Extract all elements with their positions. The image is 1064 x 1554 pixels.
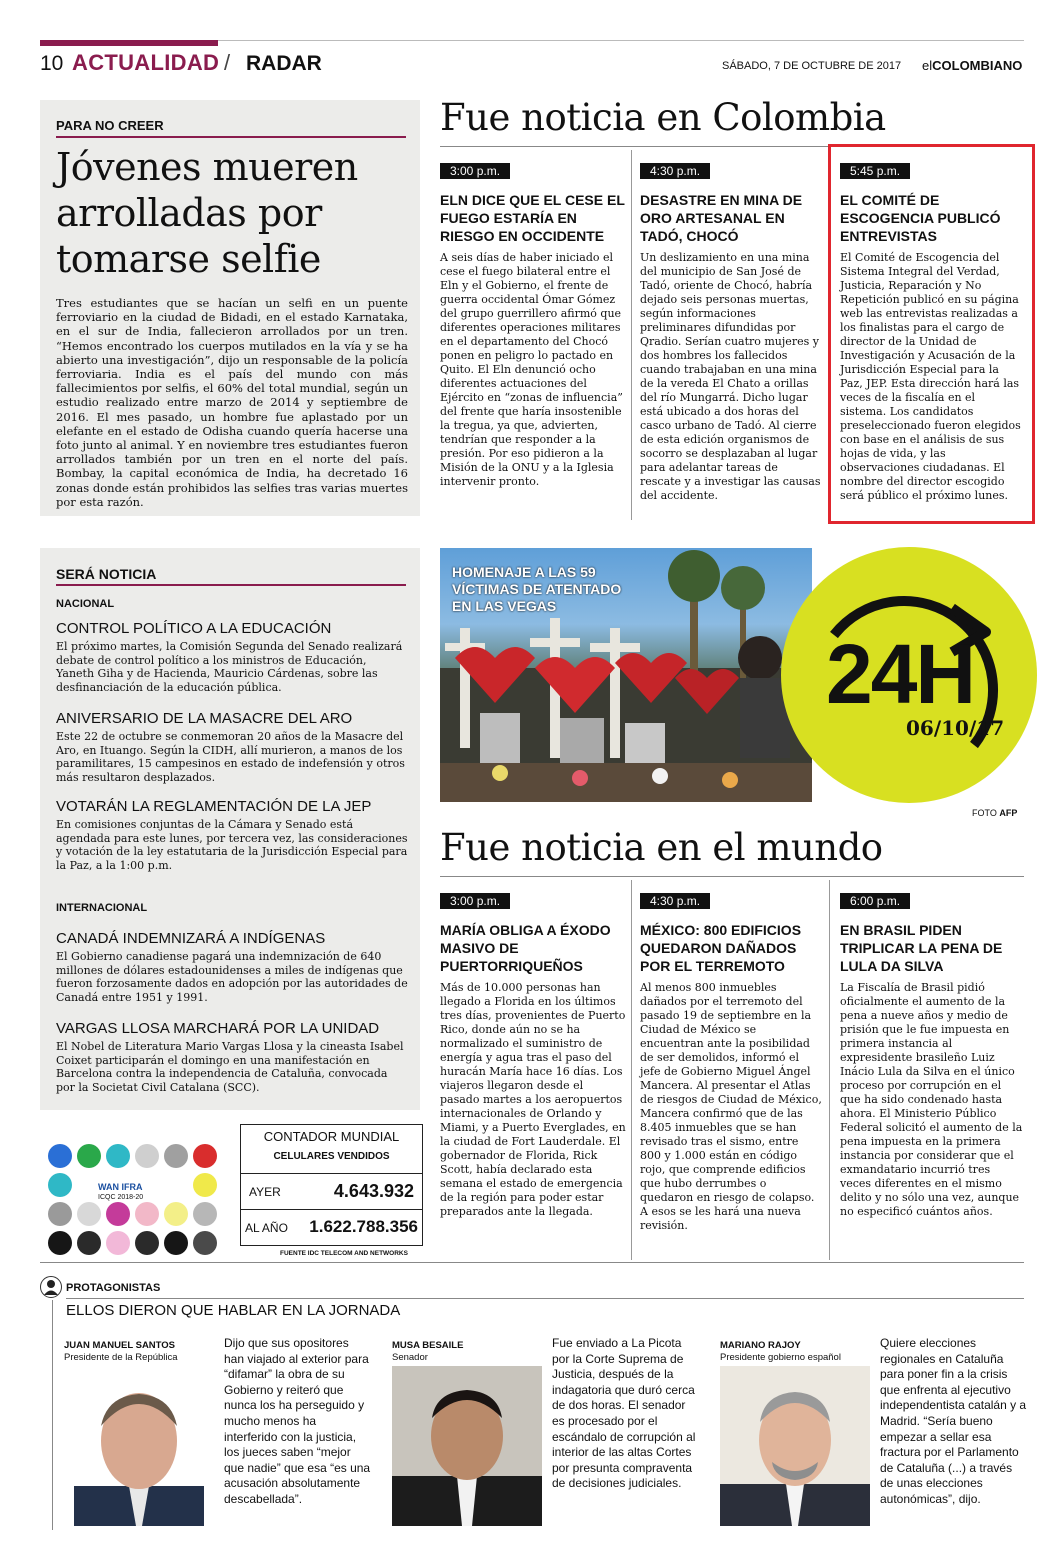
las-vegas-photo [440,548,812,802]
portrait-rajoy [720,1366,870,1526]
news-headline: MARÍA OBLIGA A ÉXODO MASIVO DE PUERTORRIQUEÑOS [440,922,611,974]
item-title: VOTARÁN LA REGLAMENTACIÓN DE LA JEP [56,798,372,815]
item-body: El Nobel de Literatura Mario Vargas Llosa y la cineasta Isabel Coixet participarán el domingo en una manifestación en Barcelona contra la independencia de Cataluña, convocada por la Societat Civil Catalana (SCC). [56,1040,404,1094]
kicker-rule [56,584,406,586]
photo-caption [452,564,621,615]
nacional-label: NACIONAL [56,598,115,610]
color-control-strip [40,1124,230,1264]
protagonistas-kicker: PROTAGONISTAS [66,1282,161,1294]
contador-rule [241,1209,422,1210]
person-name: MUSA BESAILE [392,1340,464,1351]
sera-noticia-box [40,548,420,1110]
internacional-item [56,1020,408,1094]
color-dot [164,1144,188,1168]
color-dot [106,1144,130,1168]
nacional-item [56,710,408,784]
person-quote: Fue enviado a La Picota por la Corte Suprema de Justicia, después de la indagatoria que duró cerca de dos horas. El senador es procesado por el escándalo de corrupción al interior de las altas Cortes por presunta compraventa de decisiones judiciales. [552,1336,696,1491]
person-quote: Dijo que sus opositores han viajado al exterior para “difamar” la obra de su Gobierno y reiteró que nunca los ha perseguido y mucho menos ha interferido con la justicia, los jueces saben “mejor que nadie” que esa “es una acusación absolutamente descabellada”. [224,1336,371,1506]
contador-label-ayer: AYER [249,1185,281,1199]
news-body: Más de 10.000 personas han llegado a Florida en los últimos tres días, provenientes de Puerto Rico, donde aún no se ha normalizado el suministro de energía y agua tras el paso del huracán María hace 16 días. Los viajeros llegaron desde el pasado martes a los aeropuertos internacionales de Orlando y Miami, y a Puerto Everglades, en la ciudad de Fort Lauderdale. El gobernador de Florida, Rick Scott, había declarado esta semana el estado de emergencia de la región para poder estar preparados ante la llegada. [440,981,626,1218]
person-role: Presidente de la República [64,1352,178,1363]
time-badge: 3:00 p.m. [440,893,510,909]
newspaper-title: COLOMBIANO [932,58,1023,73]
time-badge: 4:30 p.m. [640,163,710,179]
mundo-rule [440,876,1024,877]
person-photo [720,1366,870,1526]
news-body: Un deslizamiento en una mina del municipio de San José de Tadó, oriente de Chocó, habría dejado seis personas muertas, según informaciones preliminares difundidas por Qradio. Serían cuatro mujeres y dos hombres los fallecidos cuando trabajaban en una mina de la vereda El Chato a orillas del río Mungarrá. Dicho lugar está ubicado a dos horas del casco urbano de Tadó. Al cierre de esta edición organismos de socorro se desplazaban al lugar para adelantar tareas de rescate y a investigar las causas del accidente. [640,251,821,502]
person-photo [64,1366,214,1526]
credit-prefix: FOTO [972,808,997,818]
nacional-item [56,798,408,872]
contador-value-ayer: 4.643.932 [333,1181,414,1201]
color-dot [77,1231,101,1255]
column-divider [829,880,830,1260]
para-no-creer-title [56,144,358,282]
contador-subtitle: CELULARES VENDIDOS [273,1151,390,1162]
color-dot [164,1231,188,1255]
section-separator: / [224,50,231,75]
color-dot [106,1231,130,1255]
color-dot [48,1231,72,1255]
color-dot [77,1202,101,1226]
color-dot [48,1173,72,1197]
wan-ifra-sub: ICQC 2018-20 [98,1194,144,1201]
person-glyph [41,1277,61,1297]
colombia-item-3 [840,160,1024,503]
para-no-creer-kicker: PARA NO CREER [56,118,164,133]
time-badge: 5:45 p.m. [840,163,910,179]
color-dot [135,1231,159,1255]
colombia-item-2 [640,160,822,503]
item-body: El próximo martes, la Comisión Segunda del Senado realizará debate de control político a los ministros de Educación, Yaneth Giha y de Hacienda, Mauricio Cárdenas, sobre las desfinanciación de la educación pública. [56,640,403,694]
para-no-creer-box [40,100,420,516]
item-title: CONTROL POLÍTICO A LA EDUCACIÓN [56,620,332,637]
para-no-creer-body: Tres estudiantes que se hacían un selfi en un puente ferroviario en la ciudad de Bidadi, en el estado Karnataka, en el sur de India, fallecieron arrollados por un tren. “Hemos encontrado los cuerpos mutilados en la vía y se ha abierto una investigación”, dijo un responsable de la policía ferroviaria. India es el país del mundo con más fallecimientos por selfis, el 60% del total mundial, según un estudio realizado entre marzo de 2014 y septiembre de 2016. El mes pasado, un hombre fue aplastado por un elefante en el estado de Odisha cuando quería hacerse una foto junto al animal. Y en noviembre tres estudiantes fueron arrollados también por un tren en el norte del país. Bombay, la capital económica de India, ha decretado 16 zonas donde están prohibidos las selfies tras varias muertes por esta razón. [56,296,408,509]
item-body: En comisiones conjuntas de la Cámara y Senado está agendada para este lunes, por tercera vez, las consideraciones y votación de la ley estatutaria de la Jurisdicción Especial para la Paz, a la 1:00 p.m. [56,818,408,872]
news-body: La Fiscalía de Brasil pidió oficialmente el aumento de la pena a nueve años y medio de prisión que le fue impuesta en primera instancia al expresidente brasileño Luiz Inácio Lula da Silva en el único proceso por corrupción en el que ha sido condenado hasta ahora. El Ministerio Público Federal solicitó el aumento de la pena impuesta en la primera instancia por considerar que el exmandatario incurrió tres veces diferentes en el mismo delito y no sólo una vez, aunque no especificó cuántos años. [840,981,1023,1218]
contador-rule [241,1173,422,1174]
person-name: JUAN MANUEL SANTOS [64,1340,176,1351]
newspaper-prefix: el [922,58,933,73]
sera-noticia-kicker: SERÁ NOTICIA [56,566,157,582]
contador-source: FUENTE IDC TELECOM AND NETWORKS [280,1250,408,1257]
color-dot [193,1231,217,1255]
subsection-name: RADAR [246,52,322,75]
kicker-rule [56,136,406,138]
caption-line: EN LAS VEGAS [452,598,557,614]
24h-date: 06/10/17 [906,716,1005,740]
color-dot [193,1173,217,1197]
item-title: ANIVERSARIO DE LA MASACRE DEL ARO [56,710,353,727]
person-icon [40,1276,62,1298]
internacional-item [56,930,408,1004]
credit-agency: AFP [999,808,1018,818]
person-quote: Quiere elecciones regionales en Cataluña para poner fin a la crisis que enfrenta al ejecutivo independentista catalán y a Madrid. “Sería bueno empezar a sellar esa fractura por el Parlamento de Cataluña (...) a través de unas elecciones autonómicas”, dijo. [880,1336,1027,1506]
protagonistas-subrule [66,1298,1024,1299]
protagonistas-rule [40,1262,1024,1263]
mundo-item-1 [440,890,626,1219]
page-number: 10 [40,52,64,75]
news-headline: MÉXICO: 800 EDIFICIOS QUEDARON DAÑADOS POR EL TERREMOTO [640,922,802,974]
person-role: Presidente gobierno español [720,1352,841,1363]
title-line: arrolladas por [56,191,322,235]
color-dot [164,1202,188,1226]
caption-line: VÍCTIMAS DE ATENTADO [452,581,622,597]
edition-date: SÁBADO, 7 DE OCTUBRE DE 2017 [722,60,902,72]
24h-badge [774,540,1044,810]
title-line: tomarse selfie [56,237,321,281]
colombia-section-title: Fue noticia en Colombia [440,96,886,139]
color-dot [193,1202,217,1226]
news-body: Al menos 800 inmuebles dañados por el terremoto del pasado 19 de septiembre en la Ciudad de México se encuentran ante la posibilidad de ser demolidos, informó el jefe de Gobierno Miguel Ángel Mancera. Al presentar el Atlas de riesgos de Ciudad de México, Mancera confirmó que de las 8.405 inmuebles que se han revisado tras el sismo, entre 800 y 1.000 están en código rojo, que comprende edificios que hubo derrumbes o quedaron en riesgo de colapso. A esos se les hará una nueva revisión. [640,981,822,1232]
color-dot [135,1144,159,1168]
mundo-section-title: Fue noticia en el mundo [440,826,883,869]
newspaper-name [922,58,1022,73]
news-body: A seis días de haber iniciado el cese el fuego bilateral entre el Eln y el Gobierno, el frente de guerra occidental Ómar Gómez del grupo guerrillero afirmó que diferentes operaciones militares en el departamento del Chocó ponen en peligro lo pactado en Quito. El Eln denunció ocho diferentes actuaciones del Ejército en “zonas de influencia” del frente que haría insostenible la tregua, ya que, advierten, tendrían que responder a la presión. Por eso pidieron a la Misión de la ONU y a la Iglesia intervenir pronto. [440,251,623,488]
internacional-label: INTERNACIONAL [56,902,148,914]
color-dot [48,1202,72,1226]
title-line: Jóvenes mueren [56,145,358,189]
news-headline: DESASTRE EN MINA DE ORO ARTESANAL EN TADÓ, CHOCÓ [640,192,803,244]
item-body: Este 22 de octubre se conmemoran 20 años de la Masacre del Aro, en Ituango. Según la CIDH, allí murieron, a manos de los paramilitares, 15 campesinos en estado de indefensión y otros más resultaron desplazados. [56,730,405,784]
nacional-item [56,620,408,694]
item-body: El Gobierno canadiense pagará una indemnización de 640 millones de dólares estadounidenses a miles de indígenas que fueron forzosamente dados en adopción por las autoridades de Canadá entre 1951 y 1991. [56,950,408,1004]
person-photo [392,1366,542,1526]
protagonistas-vrule [52,1300,53,1530]
wan-ifra-logo: WAN IFRA [98,1182,143,1192]
news-headline: EN BRASIL PIDEN TRIPLICAR LA PENA DE LULA DA SILVA [840,922,1003,974]
contador-label-ano: AL AÑO [245,1221,288,1235]
color-dot [77,1144,101,1168]
contador-title: CONTADOR MUNDIAL [263,1129,400,1144]
time-badge: 6:00 p.m. [840,893,910,909]
time-badge: 4:30 p.m. [640,893,710,909]
column-divider [631,150,632,520]
caption-line: HOMENAJE A LAS 59 [452,564,596,580]
color-dot [106,1202,130,1226]
color-dot [193,1144,217,1168]
color-dot [48,1144,72,1168]
column-divider [631,880,632,1260]
portrait-santos [64,1366,214,1526]
person-role: Senador [392,1352,428,1363]
item-title: CANADÁ INDEMNIZARÁ A INDÍGENAS [56,930,326,947]
section-name: ACTUALIDAD [72,50,220,75]
news-headline: ELN DICE QUE EL CESE EL FUEGO ESTARÍA EN RIESGO EN OCCIDENTE [440,192,625,244]
mundo-item-2 [640,890,822,1233]
mundo-item-3 [840,890,1024,1219]
time-badge: 3:00 p.m. [440,163,510,179]
news-headline: EL COMITÉ DE ESCOGENCIA PUBLICÓ ENTREVISTAS [840,192,1001,244]
contador-value-ano: 1.622.788.356 [309,1217,418,1236]
person-name: MARIANO RAJOY [720,1340,801,1351]
item-title: VARGAS LLOSA MARCHARÁ POR LA UNIDAD [56,1020,380,1037]
news-body: El Comité de Escogencia del Sistema Integral del Verdad, Justicia, Reparación y No Repetición publicó en su página web las entrevistas realizadas a los finalistas para el cargo de director de la Unidad de Investigación y Acusación de la Jurisdicción Especial para la Paz, JEP. Esta dirección hará las veces de la fiscalía en el sistema. Los candidatos preseleccionado fueron elegidos con base en el análisis de sus hojas de vida, y las observaciones ciudadanas. El nombre del director escogido será público el próximo lunes. [840,251,1021,502]
color-dot [135,1202,159,1226]
24h-text: 24H [826,627,975,721]
contador-box [240,1124,423,1246]
section-accent-bar [40,40,218,46]
protagonistas-subtitle: ELLOS DIERON QUE HABLAR EN LA JORNADA [66,1302,401,1319]
colombia-item-1 [440,160,626,489]
photo-credit [972,808,1017,818]
portrait-besaile [392,1366,542,1526]
